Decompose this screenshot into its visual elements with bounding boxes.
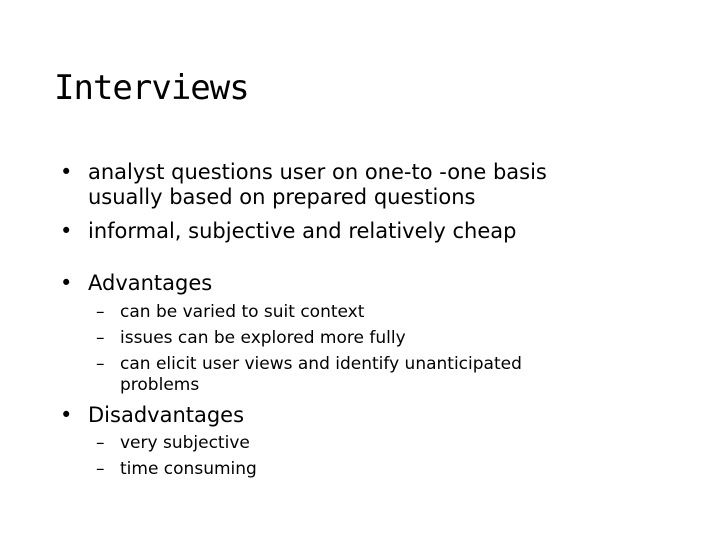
sub-text: [120, 354, 522, 396]
sub-text: [120, 328, 406, 349]
bullet-marker: •: [60, 160, 73, 184]
sub-item: [96, 459, 656, 480]
sub-line: very subjective: [120, 433, 250, 453]
bullet-item-disadvantages: [60, 403, 660, 428]
bullet-line: Disadvantages: [88, 403, 245, 427]
sub-marker: –: [96, 328, 105, 348]
bullet-text: [88, 403, 244, 428]
sub-item: [96, 354, 656, 396]
bullet-line: usually based on prepared questions: [88, 185, 476, 209]
bullet-line: informal, subjective and relatively cheap: [88, 219, 517, 243]
bullet-text: [88, 219, 516, 244]
sub-line: problems: [120, 375, 200, 395]
bullet-item-advantages: [60, 271, 660, 296]
sub-item: [96, 433, 656, 454]
bullet-item: [60, 160, 660, 210]
sub-line: can be varied to suit context: [120, 302, 365, 322]
sub-text: [120, 302, 364, 323]
bullet-line: Advantages: [88, 271, 213, 295]
sub-marker: –: [96, 459, 105, 479]
sub-text: [120, 459, 257, 480]
bullet-line: analyst questions user on one-to -one basis: [88, 160, 547, 184]
sub-marker: –: [96, 302, 105, 322]
sub-item: [96, 328, 656, 349]
sub-line: can elicit user views and identify unanticipated: [120, 354, 522, 374]
bullet-text: [88, 160, 547, 210]
bullet-marker: •: [60, 403, 73, 427]
sub-text: [120, 433, 250, 454]
bullet-marker: •: [60, 271, 73, 295]
sub-marker: –: [96, 354, 105, 374]
bullet-marker: •: [60, 219, 73, 243]
sub-line: time consuming: [120, 459, 257, 479]
bullet-item: [60, 219, 660, 244]
sub-line: issues can be explored more fully: [120, 328, 406, 348]
bullet-text: [88, 271, 212, 296]
sub-marker: –: [96, 433, 105, 453]
sub-item: [96, 302, 656, 323]
slide-title: Interviews: [54, 68, 249, 108]
